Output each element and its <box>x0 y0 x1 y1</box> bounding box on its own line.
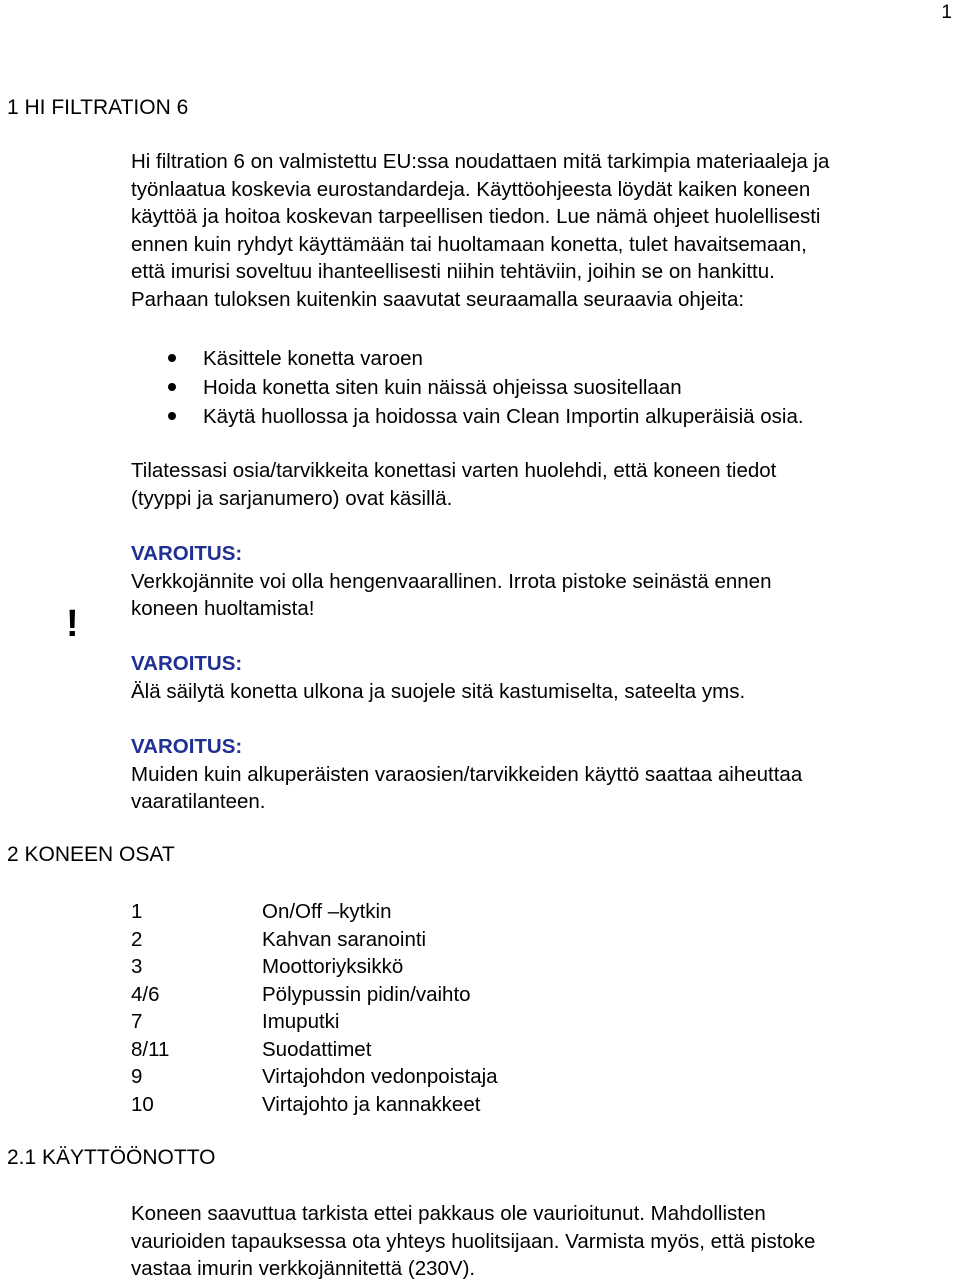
intro-line: työnlaatua koskevia eurostandardeja. Käyttöohjeesta löydät kaiken koneen <box>131 177 811 201</box>
bullet-text: Käytä huollossa ja hoidossa vain Clean Importin alkuperäisiä osia. <box>203 405 804 428</box>
part-number: 4/6 <box>131 982 160 1006</box>
intro-line: että imurisi soveltuu ihanteellisesti niihin tehtäviin, joihin se on hankittu. <box>131 260 775 283</box>
section-heading-kayttoonotto: 2.1 KÄYTTÖÖNOTTO <box>7 1146 216 1169</box>
warning-text: Älä säilytä konetta ulkona ja suojele sitä kastumiselta, sateelta yms. <box>131 679 746 703</box>
list-item <box>168 373 804 402</box>
bullet-icon <box>168 383 176 391</box>
kayttoonotto-line: vastaa imurin verkkojännitettä (230V). <box>131 1257 476 1280</box>
part-name: Kahvan saranointi <box>262 927 427 951</box>
list-item <box>168 344 804 373</box>
bullet-icon <box>168 354 176 362</box>
ordering-line: Tilatessasi osia/tarvikkeita konettasi varten huolehdi, että koneen tiedot <box>131 459 777 482</box>
bullet-text: Hoida konetta siten kuin näissä ohjeissa suositellaan <box>203 376 682 399</box>
section-heading-hi-filtration: 1 HI FILTRATION 6 <box>7 96 189 119</box>
part-name: Imuputki <box>262 1010 340 1033</box>
warning-text: koneen huoltamista! <box>131 597 315 620</box>
bullet-text: Käsittele konetta varoen <box>203 347 423 370</box>
warning-block <box>131 733 946 816</box>
ordering-line: (tyyppi ja sarjanumero) ovat käsillä. <box>131 486 453 510</box>
table-row <box>131 1008 498 1036</box>
part-name: Virtajohdon vedonpoistaja <box>262 1065 498 1088</box>
warning-block <box>131 540 946 623</box>
section-heading-koneen-osat: 2 KONEEN OSAT <box>7 843 175 866</box>
intro-line: ennen kuin ryhdyt käyttämään tai huoltamaan konetta, tulet havaitsemaan, <box>131 232 807 256</box>
warning-title: VAROITUS: <box>131 652 243 675</box>
part-number: 2 <box>131 927 143 951</box>
intro-paragraph <box>131 148 946 313</box>
part-number: 3 <box>131 955 143 978</box>
part-name: Pölypussin pidin/vaihto <box>262 982 471 1006</box>
part-number: 8/11 <box>131 1037 170 1061</box>
part-name: On/Off –kytkin <box>262 900 392 923</box>
kayttoonotto-line: vaurioiden tapauksessa ota yhteys huolitsijaan. Varmista myös, että pistoke <box>131 1229 816 1253</box>
warning-exclamation-icon: ! <box>66 603 79 645</box>
table-row <box>131 926 498 954</box>
bullet-icon <box>168 412 176 420</box>
warning-block <box>131 650 946 705</box>
table-row <box>131 898 498 926</box>
parts-table <box>131 898 498 1118</box>
table-row <box>131 1036 498 1064</box>
page-number: 1 <box>941 2 952 23</box>
warning-text: vaaratilanteen. <box>131 790 266 813</box>
intro-line: Parhaan tuloksen kuitenkin saavutat seuraamalla seuraavia ohjeita: <box>131 287 745 311</box>
part-name: Moottoriyksikkö <box>262 955 404 978</box>
table-row <box>131 1091 498 1119</box>
table-row <box>131 981 498 1009</box>
kayttoonotto-line: Koneen saavuttua tarkista ettei pakkaus ole vaurioitunut. Mahdollisten <box>131 1202 766 1225</box>
warning-title: VAROITUS: <box>131 542 243 565</box>
part-number: 10 <box>131 1092 154 1116</box>
intro-line: käyttöä ja hoitoa koskevan tarpeellisen tiedon. Lue nämä ohjeet huolellisesti <box>131 205 821 228</box>
table-row <box>131 953 498 981</box>
part-number: 1 <box>131 900 143 923</box>
intro-line: Hi filtration 6 on valmistettu EU:ssa noudattaen mitä tarkimpia materiaaleja ja <box>131 150 830 173</box>
list-item <box>168 402 804 431</box>
part-name: Suodattimet <box>262 1037 372 1061</box>
part-name: Virtajohto ja kannakkeet <box>262 1092 481 1116</box>
warning-text: Muiden kuin alkuperäisten varaosien/tarvikkeiden käyttö saattaa aiheuttaa <box>131 762 803 786</box>
warning-title: VAROITUS: <box>131 735 243 758</box>
kayttoonotto-paragraph <box>131 1200 946 1283</box>
table-row <box>131 1063 498 1091</box>
part-number: 9 <box>131 1065 143 1088</box>
part-number: 7 <box>131 1010 143 1033</box>
instruction-bullet-list <box>168 344 804 431</box>
warning-text: Verkkojännite voi olla hengenvaarallinen. Irrota pistoke seinästä ennen <box>131 569 772 593</box>
ordering-paragraph <box>131 457 946 512</box>
